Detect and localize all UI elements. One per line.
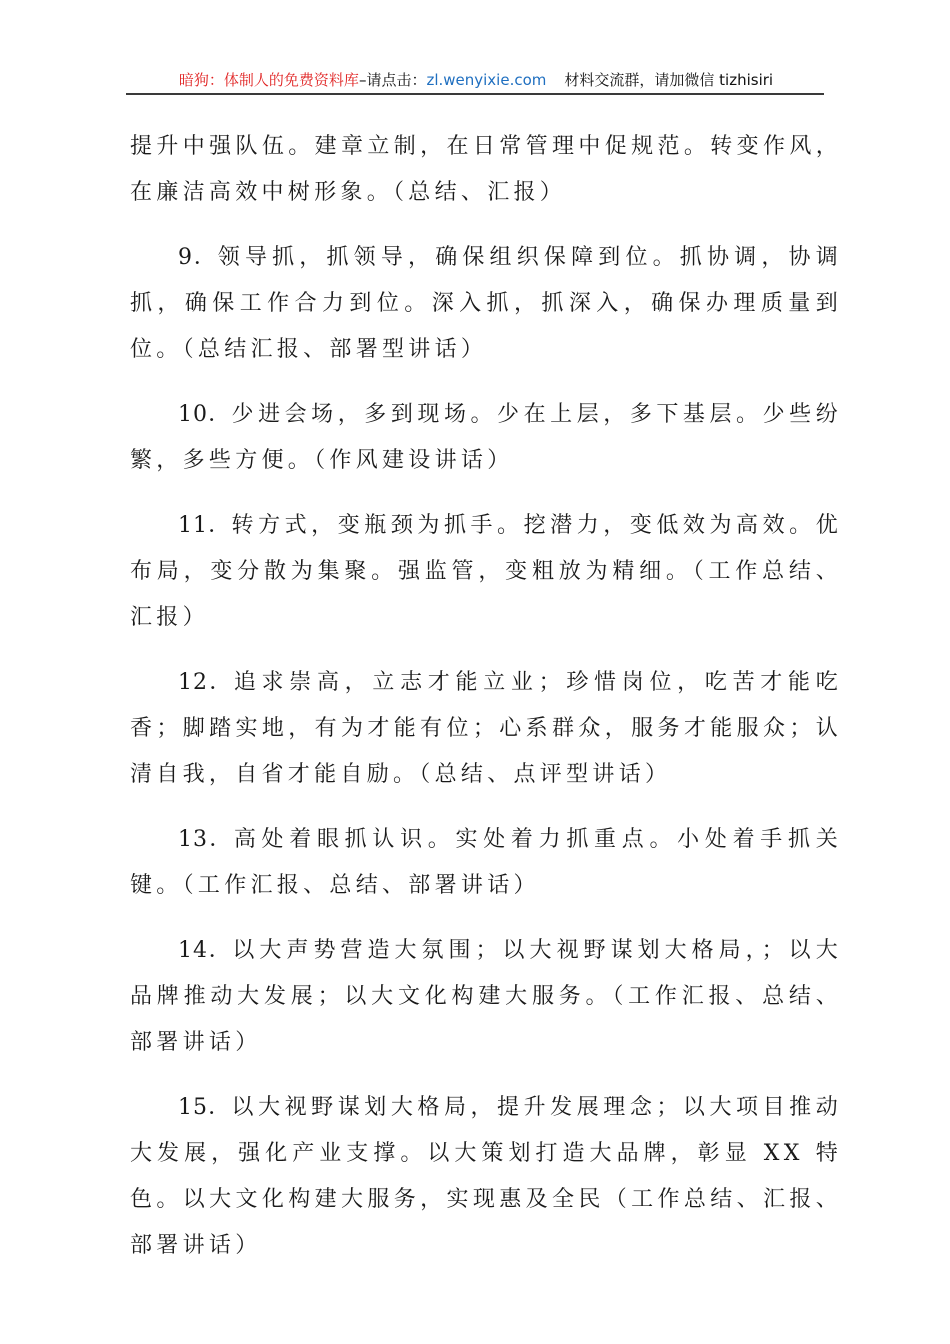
header-brand-text: 暗狗：体制人的免费资料库 xyxy=(178,71,359,89)
paragraph-number: 10． xyxy=(178,402,232,427)
paragraph-item-12 xyxy=(130,660,842,798)
paragraph-number: 13． xyxy=(178,827,234,852)
page-header xyxy=(128,68,824,92)
paragraph-number: 15． xyxy=(178,1095,232,1120)
paragraph-continuation xyxy=(130,124,842,216)
paragraph-text: 以大视野谋划大格局，提升发展理念；以大项目推动大发展，强化产业支撑。以大策划打造大品牌，彰显 XX 特色。以大文化构建大服务，实现惠及全民（工作总结、汇报、部署讲话） xyxy=(130,1095,843,1258)
header-wechat-text: 材料交流群，请加微信 tizhisiri xyxy=(564,71,774,89)
paragraph-text: 少进会场，多到现场。少在上层，多下基层。少些纷繁，多些方便。（作风建设讲话） xyxy=(130,402,843,473)
paragraph-number: 14． xyxy=(178,938,233,963)
paragraph-number: 9． xyxy=(178,245,218,270)
paragraph-item-11 xyxy=(130,503,842,641)
paragraph-item-9 xyxy=(130,235,842,373)
document-body xyxy=(130,124,842,1288)
paragraph-number: 11． xyxy=(178,513,232,538)
paragraph-text: 提升中强队伍。建章立制，在日常管理中促规范。转变作风，在廉洁高效中树形象。（总结、汇报） xyxy=(130,134,842,205)
paragraph-text: 领导抓，抓领导，确保组织保障到位。抓协调，协调抓，确保工作合力到位。深入抓，抓深入，确保办理质量到位。（总结汇报、部署型讲话） xyxy=(130,245,843,362)
paragraph-item-14 xyxy=(130,928,842,1066)
paragraph-item-13 xyxy=(130,817,842,909)
header-prompt-text: –请点击： xyxy=(358,71,427,89)
paragraph-text: 以大声势营造大氛围；以大视野谋划大格局，；以大品牌推动大发展；以大文化构建大服务。（工作汇报、总结、部署讲话） xyxy=(130,938,842,1055)
paragraph-item-10 xyxy=(130,392,842,484)
header-divider xyxy=(126,93,824,95)
paragraph-number: 12． xyxy=(178,670,234,695)
paragraph-text: 追求崇高，立志才能立业；珍惜岗位，吃苦才能吃香；脚踏实地，有为才能有位；心系群众，服务才能服众；认清自我，自省才能自励。（总结、点评型讲话） xyxy=(130,670,842,787)
paragraph-item-15 xyxy=(130,1085,842,1269)
paragraph-text: 高处着眼抓认识。实处着力抓重点。小处着手抓关键。（工作汇报、总结、部署讲话） xyxy=(130,827,842,898)
paragraph-text: 转方式，变瓶颈为抓手。挖潜力，变低效为高效。优布局，变分散为集聚。强监管，变粗放为精细。（工作总结、汇报） xyxy=(130,513,843,630)
header-website-link[interactable]: zl.wenyixie.com xyxy=(426,71,547,89)
